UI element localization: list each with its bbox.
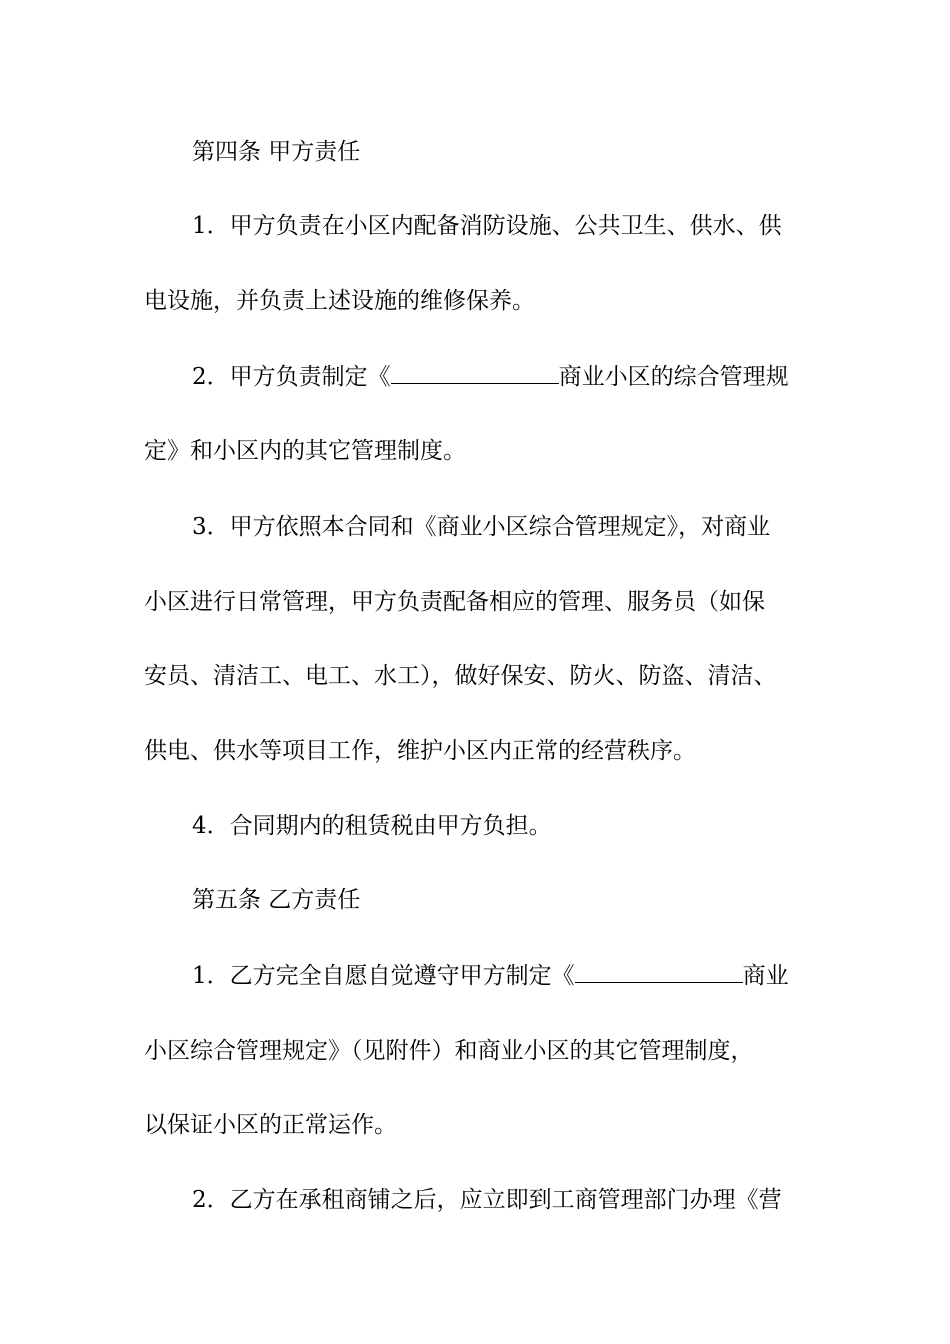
line-text: 小区进行日常管理，甲方负责配备相应的管理、服务员（如保 <box>144 589 765 615</box>
paragraph-line <box>0 357 950 397</box>
line-text: 以保证小区的正常运作。 <box>144 1112 397 1138</box>
paragraph-line <box>0 582 950 622</box>
line-text: 4．合同期内的租赁税由甲方负担。 <box>192 813 552 839</box>
paragraph-line <box>0 656 950 696</box>
article-4-heading <box>0 132 950 172</box>
line-text: 2．乙方在承租商铺之后，应立即到工商管理部门办理《营 <box>192 1187 782 1213</box>
paragraph-line <box>0 1105 950 1145</box>
paragraph-line <box>0 507 950 547</box>
paragraph-line <box>0 1180 950 1220</box>
line-text: 定》和小区内的其它管理制度。 <box>144 438 466 464</box>
line-text: 供电、供水等项目工作，维护小区内正常的经营秩序。 <box>144 738 696 764</box>
line-text-before-blank: 2．甲方负责制定《 <box>192 364 391 390</box>
line-text-after-blank: 商业小区的综合管理规 <box>558 364 789 390</box>
line-text: 电设施，并负责上述设施的维修保养。 <box>144 288 535 314</box>
paragraph-line <box>0 956 950 996</box>
line-text-before-blank: 1．乙方完全自愿自觉遵守甲方制定《 <box>192 963 575 989</box>
line-text: 1．甲方负责在小区内配备消防设施、公共卫生、供水、供 <box>192 213 782 239</box>
line-text: 安员、清洁工、电工、水工），做好保安、防火、防盗、清洁、 <box>144 663 777 689</box>
line-text: 第四条 甲方责任 <box>192 139 361 165</box>
line-text: 3．甲方依照本合同和《商业小区综合管理规定》，对商业 <box>192 514 771 540</box>
paragraph-line <box>0 1031 950 1071</box>
paragraph-line <box>0 206 950 246</box>
paragraph-line <box>0 731 950 771</box>
line-text-after-blank: 商业 <box>742 963 789 989</box>
paragraph-line <box>0 281 950 321</box>
paragraph-line <box>0 806 950 846</box>
fill-in-blank <box>391 363 559 384</box>
line-text: 小区综合管理规定》（见附件）和商业小区的其它管理制度， <box>144 1038 754 1064</box>
fill-in-blank <box>575 962 743 983</box>
article-5-heading <box>0 880 950 920</box>
paragraph-line <box>0 431 950 471</box>
line-text: 第五条 乙方责任 <box>192 887 361 913</box>
